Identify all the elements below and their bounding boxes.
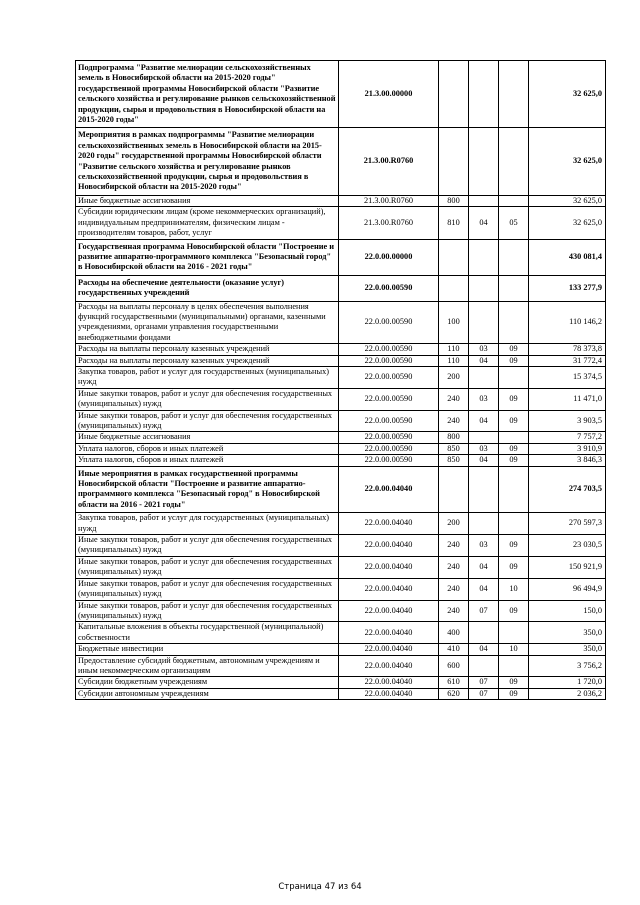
expense-type-cell: 240 (439, 410, 469, 432)
table-row (76, 388, 606, 410)
subsection-cell: 09 (499, 443, 529, 454)
section-cell (469, 239, 499, 275)
expense-type-cell: 110 (439, 355, 469, 366)
expense-type-cell: 100 (439, 301, 469, 344)
subsection-cell: 09 (499, 355, 529, 366)
section-cell (469, 195, 499, 206)
amount-cell: 350,0 (529, 622, 606, 644)
expense-name-cell: Субсидии автономным учреждениям (76, 688, 339, 699)
expense-name-cell: Иные закупки товаров, работ и услуг для обеспечения государственных (муниципальных) нужд (76, 388, 339, 410)
target-code-cell: 21.3.00.R0760 (339, 195, 439, 206)
expense-type-cell: 850 (439, 443, 469, 454)
amount-cell: 1 720,0 (529, 677, 606, 688)
subsection-cell: 09 (499, 677, 529, 688)
target-code-cell: 21.3.00.R0760 (339, 128, 439, 195)
target-code-cell: 22.0.00.00590 (339, 355, 439, 366)
target-code-cell: 22.0.00.00590 (339, 443, 439, 454)
amount-cell: 32 625,0 (529, 61, 606, 128)
budget-table-body (76, 61, 606, 700)
expense-type-cell: 800 (439, 195, 469, 206)
expense-type-cell: 200 (439, 513, 469, 535)
section-cell: 04 (469, 207, 499, 239)
subsection-cell: 09 (499, 455, 529, 466)
amount-cell: 32 625,0 (529, 195, 606, 206)
expense-name-cell: Расходы на выплаты персоналу казенных учреждений (76, 344, 339, 355)
target-code-cell: 22.0.00.00590 (339, 410, 439, 432)
target-code-cell: 22.0.00.04040 (339, 644, 439, 655)
section-cell (469, 128, 499, 195)
expense-type-cell: 240 (439, 556, 469, 578)
table-row (76, 443, 606, 454)
subsection-cell: 09 (499, 600, 529, 622)
table-row (76, 207, 606, 239)
expense-name-cell: Иные закупки товаров, работ и услуг для обеспечения государственных (муниципальных) нужд (76, 410, 339, 432)
subsection-cell: 09 (499, 388, 529, 410)
target-code-cell: 22.0.00.00590 (339, 344, 439, 355)
expense-name-cell: Иные бюджетные ассигнования (76, 432, 339, 443)
expense-type-cell: 240 (439, 578, 469, 600)
expense-type-cell (439, 239, 469, 275)
expense-type-cell (439, 275, 469, 301)
subsection-cell (499, 61, 529, 128)
section-cell: 03 (469, 344, 499, 355)
target-code-cell: 22.0.00.00590 (339, 432, 439, 443)
amount-cell: 32 625,0 (529, 128, 606, 195)
amount-cell: 78 373,8 (529, 344, 606, 355)
expense-name-cell: Иные закупки товаров, работ и услуг для обеспечения государственных (муниципальных) нужд (76, 600, 339, 622)
expense-name-cell: Расходы на обеспечение деятельности (оказание услуг) государственных учреждений (76, 275, 339, 301)
subsection-cell (499, 513, 529, 535)
section-cell (469, 513, 499, 535)
table-row (76, 600, 606, 622)
section-cell (469, 466, 499, 513)
amount-cell: 32 625,0 (529, 207, 606, 239)
page-footer (0, 882, 640, 892)
target-code-cell: 22.0.00.00000 (339, 239, 439, 275)
section-cell: 04 (469, 644, 499, 655)
section-cell: 04 (469, 355, 499, 366)
expense-type-cell: 850 (439, 455, 469, 466)
expense-type-cell: 110 (439, 344, 469, 355)
subsection-cell (499, 195, 529, 206)
table-row (76, 655, 606, 677)
expense-type-cell: 240 (439, 535, 469, 557)
amount-cell: 3 756,2 (529, 655, 606, 677)
table-row (76, 688, 606, 699)
target-code-cell: 22.0.00.04040 (339, 578, 439, 600)
amount-cell: 274 703,5 (529, 466, 606, 513)
target-code-cell: 22.0.00.04040 (339, 513, 439, 535)
section-cell: 03 (469, 535, 499, 557)
expense-name-cell: Иные мероприятия в рамках государственной программы Новосибирской области "Построение и развитие аппаратно-программного комплекса "Безопасный город" в Новосибирской области на 2016 - 2021 годы" (76, 466, 339, 513)
expense-name-cell: Бюджетные инвестиции (76, 644, 339, 655)
expense-name-cell: Иные закупки товаров, работ и услуг для обеспечения государственных (муниципальных) нужд (76, 535, 339, 557)
section-cell: 04 (469, 578, 499, 600)
table-row (76, 535, 606, 557)
subsection-cell: 09 (499, 688, 529, 699)
amount-cell: 23 030,5 (529, 535, 606, 557)
subsection-cell (499, 466, 529, 513)
expense-name-cell: Иные бюджетные ассигнования (76, 195, 339, 206)
target-code-cell: 22.0.00.00590 (339, 275, 439, 301)
expense-name-cell: Уплата налогов, сборов и иных платежей (76, 455, 339, 466)
amount-cell: 430 081,4 (529, 239, 606, 275)
amount-cell: 350,0 (529, 644, 606, 655)
section-cell: 03 (469, 388, 499, 410)
table-row (76, 466, 606, 513)
table-row (76, 195, 606, 206)
expense-name-cell: Иные закупки товаров, работ и услуг для обеспечения государственных (муниципальных) нужд (76, 556, 339, 578)
target-code-cell: 22.0.00.04040 (339, 622, 439, 644)
expense-type-cell: 400 (439, 622, 469, 644)
target-code-cell: 22.0.00.04040 (339, 677, 439, 688)
table-row (76, 355, 606, 366)
expense-name-cell: Мероприятия в рамках подпрограммы "Развитие мелиорации сельскохозяйственных земель в Новосибирской области на 2015-2020 годы" государственной программы Новосибирской области "Развитие сельского хозяйства и регулирование рынков сельскохозяйственной продукции, сырья и продовольствия в Новосибирской области на 2015-2020 годы" (76, 128, 339, 195)
target-code-cell: 22.0.00.04040 (339, 535, 439, 557)
subsection-cell (499, 366, 529, 388)
target-code-cell: 22.0.00.04040 (339, 655, 439, 677)
table-row (76, 239, 606, 275)
expense-name-cell: Подпрограмма "Развитие мелиорации сельскохозяйственных земель в Новосибирской области на 2015-2020 годы" государственной программы Новосибирской области "Развитие сельского хозяйства и регулирование рынков сельскохозяйственной продукции, сырья и продовольствия в Новосибирской области на 2015-2020 годы" (76, 61, 339, 128)
target-code-cell: 22.0.00.00590 (339, 301, 439, 344)
amount-cell: 15 374,5 (529, 366, 606, 388)
section-cell: 03 (469, 443, 499, 454)
expense-name-cell: Уплата налогов, сборов и иных платежей (76, 443, 339, 454)
expense-type-cell: 600 (439, 655, 469, 677)
table-row (76, 301, 606, 344)
table-row (76, 677, 606, 688)
subsection-cell: 10 (499, 578, 529, 600)
table-row (76, 578, 606, 600)
expense-type-cell: 410 (439, 644, 469, 655)
subsection-cell: 09 (499, 556, 529, 578)
amount-cell: 31 772,4 (529, 355, 606, 366)
expense-name-cell: Закупка товаров, работ и услуг для государственных (муниципальных) нужд (76, 366, 339, 388)
table-row (76, 366, 606, 388)
expense-name-cell: Расходы на выплаты персоналу в целях обеспечения выполнения функций государственными (муниципальными) органами, казенными учреждениями, органами управления государственными внебюджетными фондами (76, 301, 339, 344)
target-code-cell: 22.0.00.00590 (339, 366, 439, 388)
budget-table (75, 60, 606, 700)
table-row (76, 275, 606, 301)
table-row (76, 61, 606, 128)
expense-type-cell: 240 (439, 600, 469, 622)
amount-cell: 96 494,9 (529, 578, 606, 600)
table-row (76, 556, 606, 578)
expense-name-cell: Расходы на выплаты персоналу казенных учреждений (76, 355, 339, 366)
expense-type-cell: 240 (439, 388, 469, 410)
subsection-cell: 09 (499, 410, 529, 432)
target-code-cell: 22.0.00.04040 (339, 466, 439, 513)
amount-cell: 11 471,0 (529, 388, 606, 410)
expense-type-cell: 810 (439, 207, 469, 239)
subsection-cell: 05 (499, 207, 529, 239)
expense-type-cell (439, 61, 469, 128)
subsection-cell: 09 (499, 535, 529, 557)
page-number-label: Страница 47 из 64 (278, 882, 362, 892)
expense-type-cell: 200 (439, 366, 469, 388)
section-cell: 04 (469, 556, 499, 578)
section-cell (469, 275, 499, 301)
section-cell: 04 (469, 455, 499, 466)
amount-cell: 150 921,9 (529, 556, 606, 578)
table-row (76, 410, 606, 432)
section-cell (469, 655, 499, 677)
section-cell (469, 61, 499, 128)
subsection-cell (499, 432, 529, 443)
subsection-cell: 09 (499, 344, 529, 355)
expense-name-cell: Субсидии бюджетным учреждениям (76, 677, 339, 688)
subsection-cell (499, 622, 529, 644)
table-row (76, 344, 606, 355)
section-cell (469, 622, 499, 644)
amount-cell: 110 146,2 (529, 301, 606, 344)
subsection-cell (499, 275, 529, 301)
section-cell: 07 (469, 688, 499, 699)
subsection-cell (499, 128, 529, 195)
section-cell: 04 (469, 410, 499, 432)
table-row (76, 455, 606, 466)
amount-cell: 133 277,9 (529, 275, 606, 301)
subsection-cell (499, 655, 529, 677)
subsection-cell (499, 301, 529, 344)
table-row (76, 644, 606, 655)
section-cell: 07 (469, 677, 499, 688)
expense-type-cell (439, 128, 469, 195)
amount-cell: 270 597,3 (529, 513, 606, 535)
expense-type-cell: 800 (439, 432, 469, 443)
target-code-cell: 22.0.00.00590 (339, 455, 439, 466)
section-cell (469, 366, 499, 388)
target-code-cell: 22.0.00.00590 (339, 388, 439, 410)
table-row (76, 432, 606, 443)
section-cell: 07 (469, 600, 499, 622)
table-row (76, 622, 606, 644)
section-cell (469, 432, 499, 443)
expense-type-cell: 620 (439, 688, 469, 699)
section-cell (469, 301, 499, 344)
amount-cell: 3 910,9 (529, 443, 606, 454)
expense-name-cell: Капитальные вложения в объекты государственной (муниципальной) собственности (76, 622, 339, 644)
amount-cell: 7 757,2 (529, 432, 606, 443)
target-code-cell: 21.3.00.R0760 (339, 207, 439, 239)
expense-name-cell: Субсидии юридическим лицам (кроме некоммерческих организаций), индивидуальным предпринимателям, физическим лицам - производителям товаров, работ, услуг (76, 207, 339, 239)
amount-cell: 3 903,5 (529, 410, 606, 432)
expense-type-cell: 610 (439, 677, 469, 688)
expense-name-cell: Предоставление субсидий бюджетным, автономным учреждениям и иным некоммерческим организациям (76, 655, 339, 677)
subsection-cell (499, 239, 529, 275)
expense-type-cell (439, 466, 469, 513)
expense-name-cell: Иные закупки товаров, работ и услуг для обеспечения государственных (муниципальных) нужд (76, 578, 339, 600)
table-row (76, 513, 606, 535)
expense-name-cell: Закупка товаров, работ и услуг для государственных (муниципальных) нужд (76, 513, 339, 535)
target-code-cell: 21.3.00.00000 (339, 61, 439, 128)
amount-cell: 3 846,3 (529, 455, 606, 466)
target-code-cell: 22.0.00.04040 (339, 556, 439, 578)
table-row (76, 128, 606, 195)
subsection-cell: 10 (499, 644, 529, 655)
target-code-cell: 22.0.00.04040 (339, 600, 439, 622)
amount-cell: 150,0 (529, 600, 606, 622)
amount-cell: 2 036,2 (529, 688, 606, 699)
expense-name-cell: Государственная программа Новосибирской области "Построение и развитие аппаратно-программного комплекса "Безопасный город" в Новосибирской области на 2016 - 2021 годы" (76, 239, 339, 275)
target-code-cell: 22.0.00.04040 (339, 688, 439, 699)
